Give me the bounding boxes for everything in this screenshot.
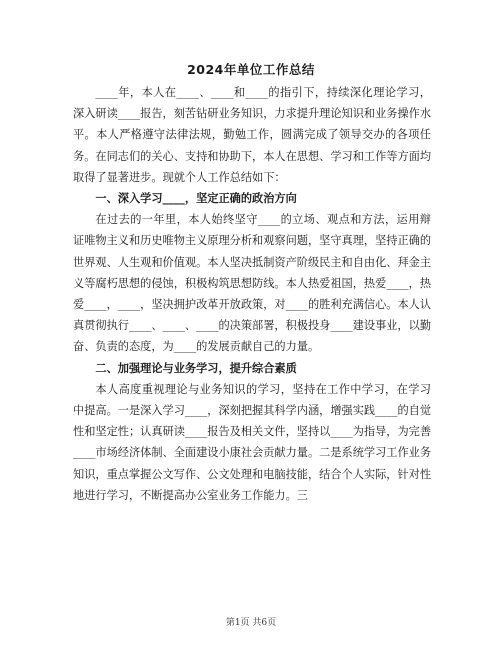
document-title: 2024年单位工作总结 [187,62,315,77]
intro-paragraph: ____年，本人在____、____和____的指引下，持续深化理论学习，深入研读____报告，刻苦钻研业务知识，力求提升理论知识和业务操作水平。本人严格遵守法律法规，勤勉工作，圆满完成了领导交办的各项任务。在同志们的关心、支持和协助下，本人在思想、学习和工作等方面均取得了显著进步。现就个人工作总结如下： [73,86,432,184]
document-body [73,82,431,506]
section-heading-2: 二、加强理论与业务学习，提升综合素质 [95,361,297,375]
section-heading-1: 一、深入学习____，坚定正确的政治方向 [95,192,297,206]
page-number-footer: 第1页 共6页 [225,618,277,628]
section-2-paragraph: 本人高度重视理论与业务知识的学习，坚持在工作中学习，在学习中提高。一是深入学习____，深刻把握其科学内涵，增强实践____的自觉性和坚定性；认真研读____报告及相关文件，坚持以____为指导，为完善____市场经济体制、全面建设小康社会贡献力量。二是系统学习工作业务知识，重点掌握公文写作、公文处理和电脑技能，结合个人实际，针对性地进行学习，不断提高办公室业务工作能力。三 [73,382,432,502]
section-1-paragraph: 在过去的一年里，本人始终坚守____的立场、观点和方法，运用辩证唯物主义和历史唯物主义原理分析和观察问题，坚守真理，坚持正确的世界观、人生观和价值观。本人坚决抵制资产阶级民主和自由化、拜金主义等腐朽思想的侵蚀，积极构筑思想防线。本人热爱祖国，热爱____，热爱____，____，坚决拥护改革开放政策，对____的胜利充满信心。本人认真贯彻执行____、____、____的决策部署，积极投身____建设事业，以勤奋、负责的态度，为____的发展贡献自己的力量。 [73,213,432,354]
